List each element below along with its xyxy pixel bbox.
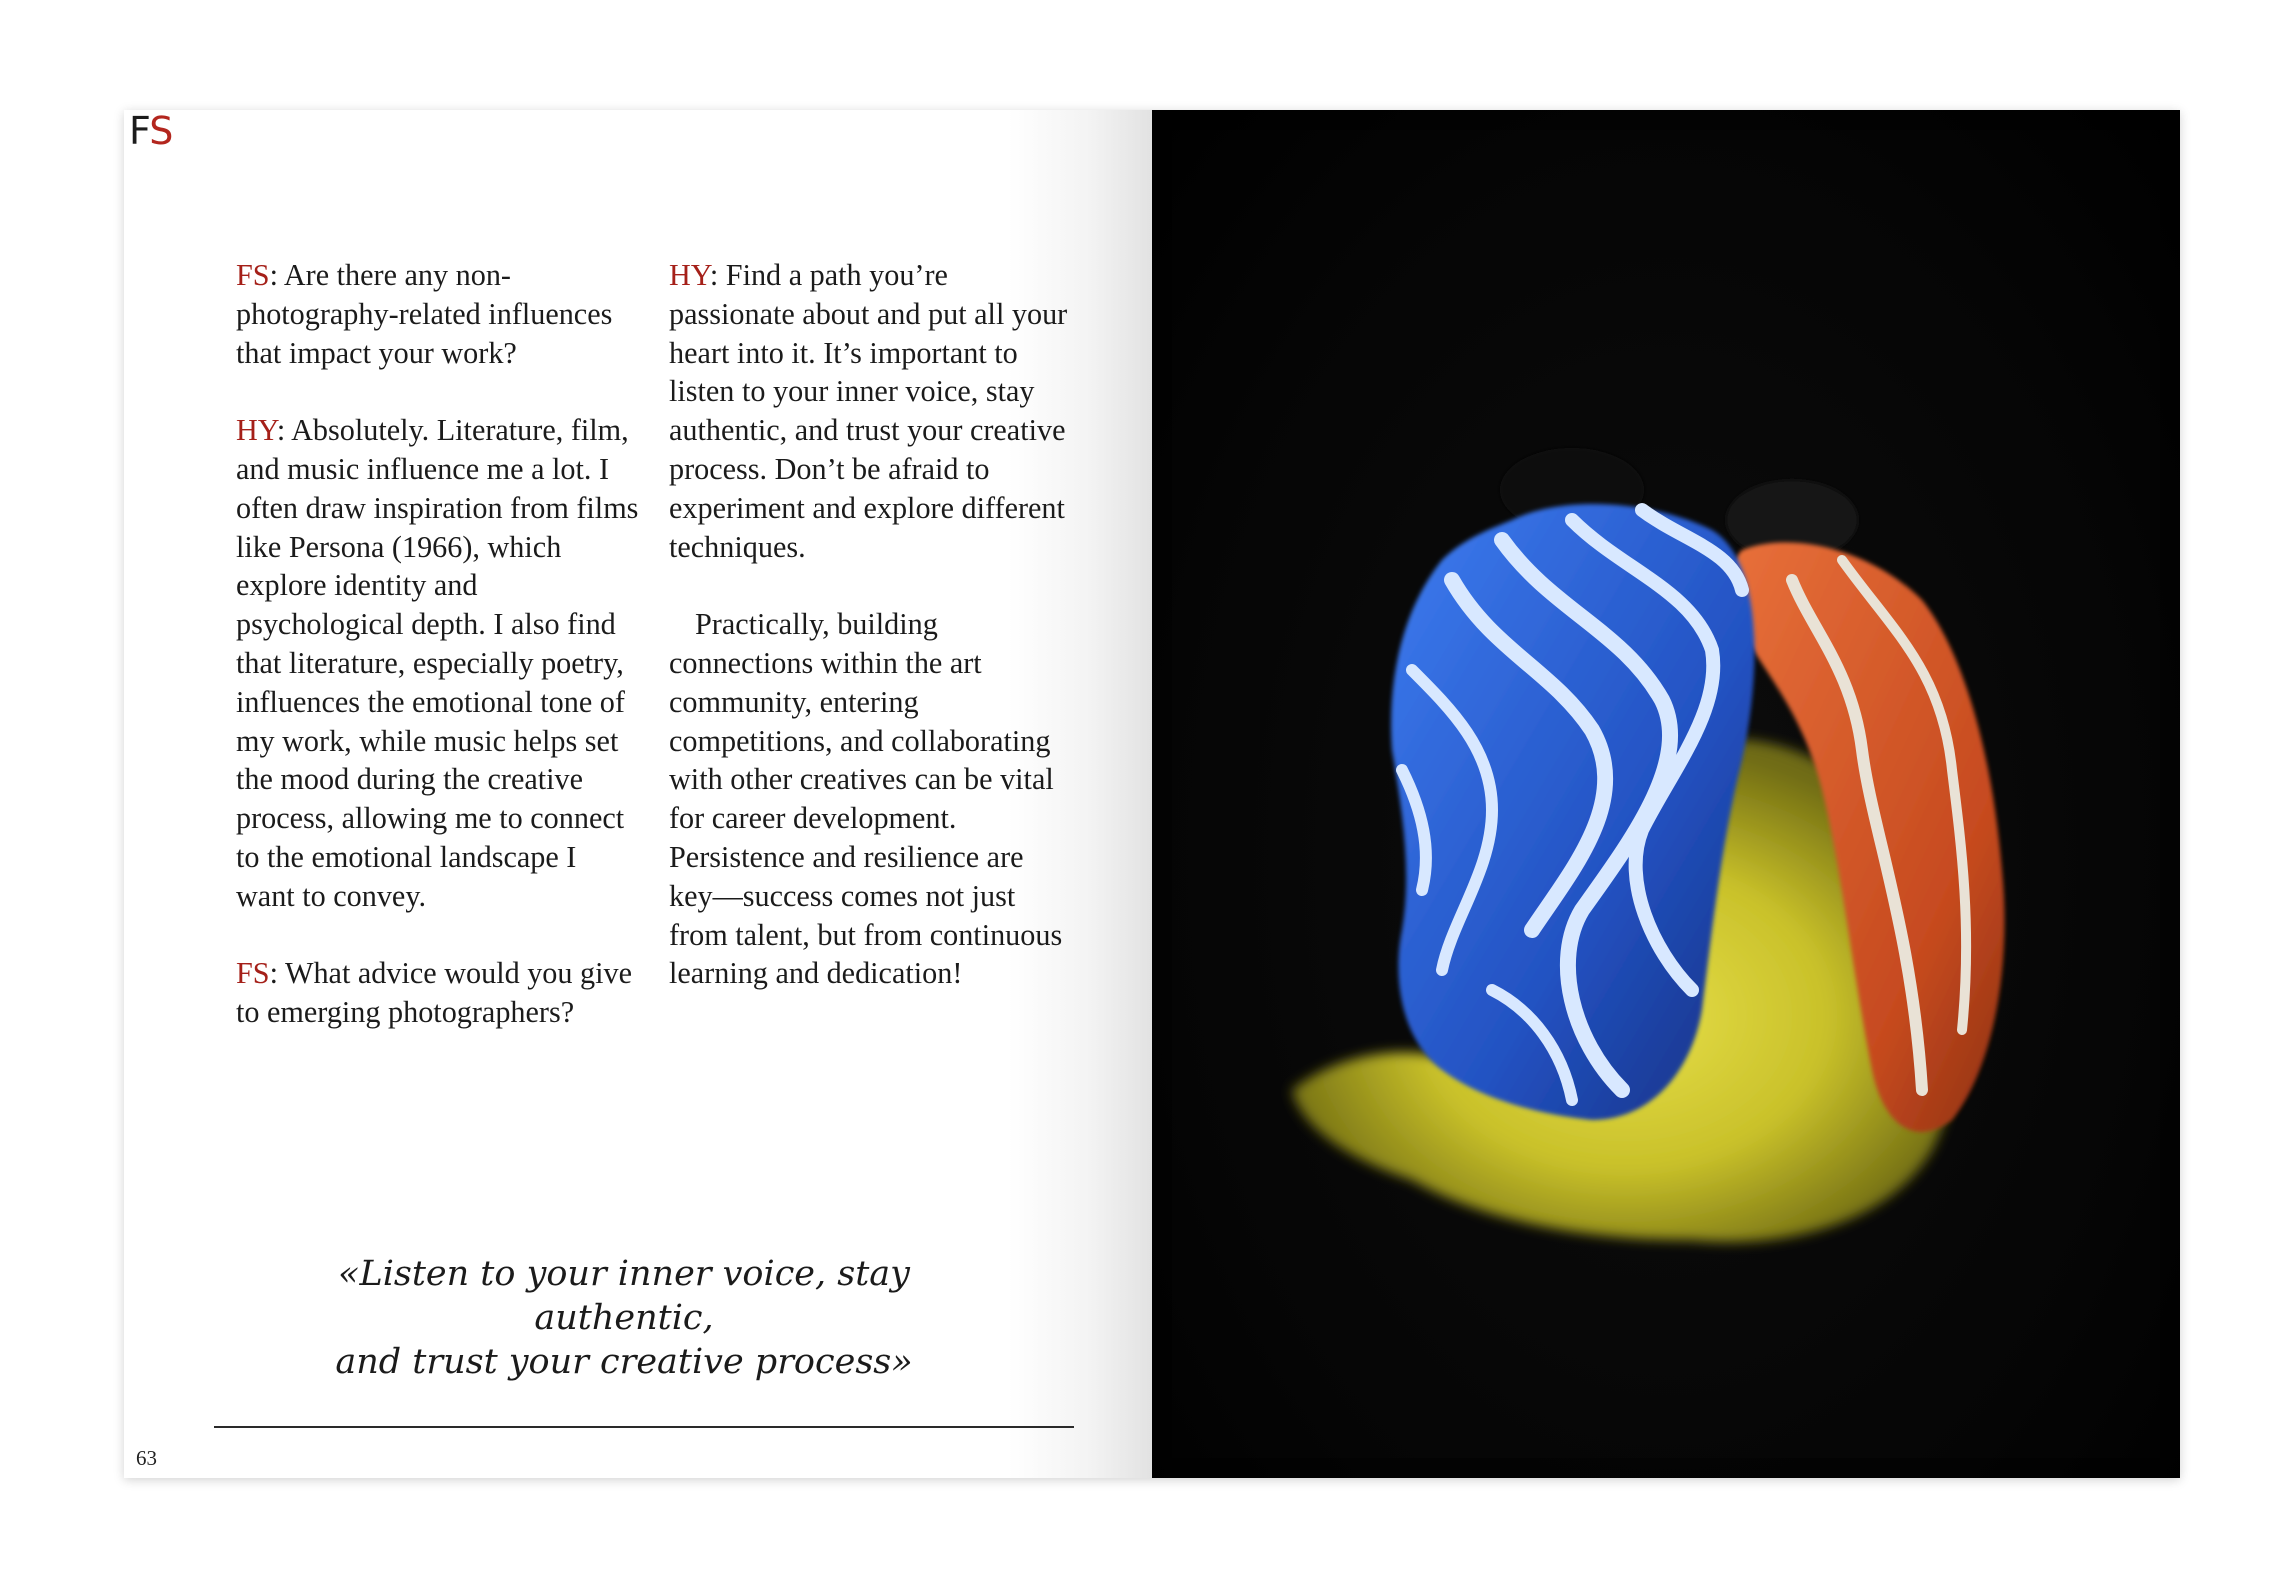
paragraph-text: : What advice would you give to emerging photographers? bbox=[236, 956, 633, 1030]
interview-column-left bbox=[236, 256, 641, 1071]
speaker-label: HY bbox=[669, 258, 710, 292]
left-page bbox=[124, 110, 1152, 1478]
paragraph-text: : Are there any non-photography-related influences that impact your work? bbox=[236, 258, 613, 370]
interview-paragraph bbox=[236, 256, 641, 372]
pull-quote-line: and trust your creative process» bbox=[335, 1342, 913, 1382]
magazine-spread bbox=[124, 110, 2180, 1478]
pull-quote-line: «Listen to your inner voice, stay authentic, bbox=[338, 1254, 910, 1338]
logo-letter-f: F bbox=[129, 109, 150, 153]
speaker-label: FS bbox=[236, 956, 270, 991]
magazine-logo bbox=[129, 109, 173, 153]
paragraph-text: Practically, building connections within the art community, entering competitions, and collaborating with other creatives can be vital for career development. Persistence and resilience are key—success comes not just from talent, but from continuous learning and dedication! bbox=[669, 607, 1063, 991]
paragraph-text: : Absolutely. Literature, film, and music influence me a lot. I often draw inspiration from films like Persona (1966), which explore identity and psychological depth. I also find that literature, especially poetry, influences the emotional tone of my work, while music helps set the mood during the creative process, allowing me to connect to the emotional landscape I want to convey. bbox=[236, 413, 639, 913]
interview-paragraph bbox=[236, 411, 641, 915]
interview-paragraph bbox=[669, 605, 1069, 993]
photo-page bbox=[1152, 110, 2180, 1478]
pull-quote bbox=[264, 1252, 984, 1384]
two-body-painted-figures-photo bbox=[1152, 110, 2180, 1478]
interview-paragraph bbox=[669, 256, 1069, 566]
interview-column-right bbox=[669, 256, 1069, 1032]
speaker-label: FS bbox=[236, 258, 270, 292]
interview-paragraph bbox=[236, 954, 641, 1032]
speaker-label: HY bbox=[236, 413, 277, 448]
paragraph-text: : Find a path you’re passionate about and put all your heart into it. It’s important to listen to your inner voice, stay authentic, and trust your creative process. Don’t be afraid to experiment and explore different techniques. bbox=[669, 258, 1068, 564]
page-number: 63 bbox=[136, 1446, 157, 1470]
logo-letter-s: S bbox=[149, 109, 173, 153]
footer-rule bbox=[214, 1426, 1074, 1428]
